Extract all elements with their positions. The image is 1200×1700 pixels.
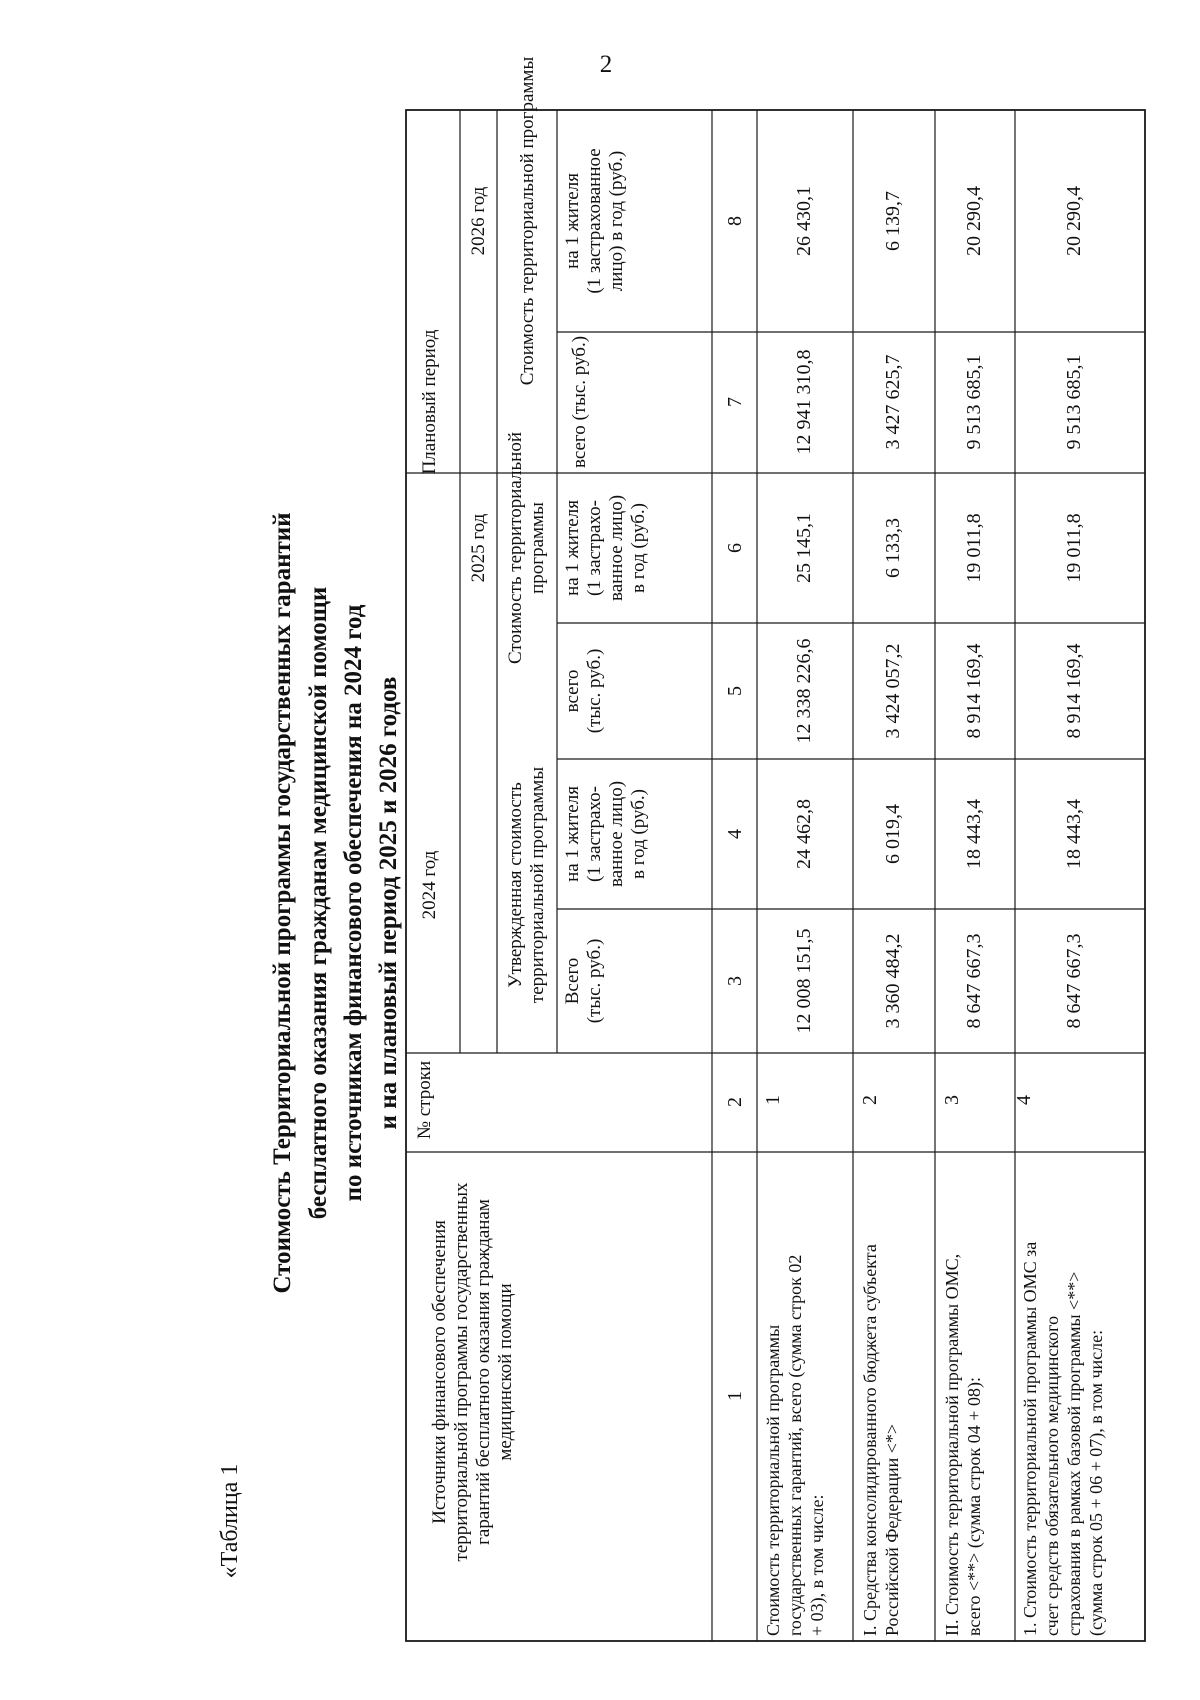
svg-text:в год (руб.): в год (руб.) xyxy=(628,789,649,879)
row-label xyxy=(860,1244,902,1636)
header-source-col xyxy=(429,1182,516,1561)
col-number: 6 xyxy=(724,543,746,553)
svg-text:гарантий бесплатного оказания: гарантий бесплатного оказания гражданам xyxy=(473,1199,494,1545)
header-planned-period: Плановый период xyxy=(419,329,440,475)
cell-per-capita-2026: 26 430,1 xyxy=(793,186,815,256)
svg-text:+ 03), в том числе:: + 03), в том числе: xyxy=(807,1494,827,1636)
svg-text:(сумма строк 05 + 06 + 07), в: (сумма строк 05 + 06 + 07), в том числе: xyxy=(1086,1329,1106,1636)
cell-per-capita-2024: 18 443,4 xyxy=(963,799,985,869)
table-row xyxy=(1013,186,1107,1636)
svg-text:Всего: Всего xyxy=(562,957,583,1005)
col-number: 5 xyxy=(724,686,746,696)
svg-text:Утвержденная стоимость: Утвержденная стоимость xyxy=(505,782,526,988)
cell-total-2025: 8 914 169,4 xyxy=(963,643,985,739)
cell-per-capita-2024: 6 019,4 xyxy=(882,804,904,864)
svg-text:лицо) в год (руб.): лицо) в год (руб.) xyxy=(606,150,627,292)
cell-total-2024: 8 647 667,3 xyxy=(963,933,985,1029)
title-line: бесплатного оказания гражданам медицинской помощи xyxy=(305,586,332,1220)
svg-text:ванное лицо): ванное лицо) xyxy=(606,494,627,602)
header-year-2025: 2025 год xyxy=(468,513,489,583)
cell-per-capita-2025: 25 145,1 xyxy=(793,513,815,583)
svg-text:II. Стоимость территориальной: II. Стоимость территориальной программы ОМС, xyxy=(942,1253,962,1636)
svg-text:страхования в рамках базово: страхования в рамках базовой программы <**> xyxy=(1064,1271,1084,1636)
cell-total-2026: 3 427 625,7 xyxy=(882,354,904,450)
header-cost-2025 xyxy=(505,432,548,664)
row-number: 4 xyxy=(1013,1095,1035,1105)
svg-text:на 1 жителя: на 1 жителя xyxy=(562,500,583,596)
svg-text:всего <**> (сумма строк 04 + 0: всего <**> (сумма строк 04 + 08): xyxy=(964,1377,984,1636)
svg-text:Стоимость территориальной: Стоимость территориальной xyxy=(505,432,526,664)
row-number: 2 xyxy=(859,1095,881,1105)
svg-text:государственных гарантий, всег: государственных гарантий, всего (сумма строк 02 xyxy=(785,1254,805,1636)
cell-per-capita-2026: 20 290,4 xyxy=(963,186,985,256)
col-number: 8 xyxy=(724,216,746,226)
svg-text:(тыс. руб.): (тыс. руб.) xyxy=(584,648,605,734)
cell-total-2025: 3 424 057,2 xyxy=(882,643,904,739)
svg-text:Источники финансового обеспече: Источники финансового обеспечения xyxy=(429,1220,450,1524)
header-year-2024: 2024 год xyxy=(419,850,440,920)
cell-per-capita-2024: 18 443,4 xyxy=(1063,799,1085,869)
header-approved-cost xyxy=(505,767,548,1003)
header-per-capita-2025 xyxy=(562,495,649,601)
col-number: 1 xyxy=(724,1391,746,1401)
row-label xyxy=(1020,1242,1107,1636)
col-number: 3 xyxy=(724,976,746,986)
table-row xyxy=(859,191,904,1636)
svg-text:программы: программы xyxy=(527,502,548,594)
cell-per-capita-2026: 6 139,7 xyxy=(882,191,904,251)
svg-text:территориальной программы: территориальной программы xyxy=(527,766,548,1004)
header-total-2025 xyxy=(562,649,605,734)
svg-text:медицинской помощи: медицинской помощи xyxy=(495,1283,516,1461)
row-label xyxy=(942,1254,985,1636)
svg-text:I. Средства консолидированного: I. Средства консолидированного бюджета субъекта xyxy=(860,1244,880,1636)
header-row-no: № строки xyxy=(414,1060,435,1140)
svg-text:ванное лицо): ванное лицо) xyxy=(606,780,627,888)
svg-text:(1 застрахо-: (1 застрахо- xyxy=(584,785,605,883)
document-title xyxy=(269,512,402,1293)
cell-total-2024: 12 008 151,5 xyxy=(793,928,815,1034)
svg-text:Российской Федерации <*>: Российской Федерации <*> xyxy=(882,1423,902,1636)
row-number: 1 xyxy=(762,1095,784,1105)
row-number: 3 xyxy=(941,1095,963,1105)
svg-text:всего: всего xyxy=(562,669,583,713)
header-year-2026: 2026 год xyxy=(468,186,489,256)
header-per-capita-2026 xyxy=(562,148,627,293)
svg-text:(тыс. руб.): (тыс. руб.) xyxy=(584,938,605,1024)
page-number: 2 xyxy=(599,51,613,78)
svg-text:1. Стоимость территориальной п: 1. Стоимость территориальной программы ОМС за xyxy=(1020,1241,1040,1636)
header-cost-2026: Стоимость территориальной программы xyxy=(517,56,538,386)
svg-text:на 1 жителя: на 1 жителя xyxy=(562,786,583,882)
svg-text:(1 застрахо-: (1 застрахо- xyxy=(584,499,605,597)
cell-per-capita-2025: 6 133,3 xyxy=(882,518,904,578)
table-label: «Таблица 1 xyxy=(217,1463,243,1579)
cell-per-capita-2026: 20 290,4 xyxy=(1063,186,1085,256)
cell-per-capita-2025: 19 011,8 xyxy=(1063,513,1085,583)
cell-total-2025: 8 914 169,4 xyxy=(1063,643,1085,739)
svg-text:территориальной программы госу: территориальной программы государственных xyxy=(451,1182,472,1562)
header-per-capita-2024 xyxy=(562,781,649,887)
table-row xyxy=(762,186,828,1636)
rotated-content xyxy=(217,57,1145,1641)
cell-total-2024: 3 360 484,2 xyxy=(882,933,904,1029)
svg-text:счет средств обязательно: счет средств обязательного медицинского xyxy=(1042,1315,1062,1636)
table-row xyxy=(941,186,985,1636)
cell-total-2026: 9 513 685,1 xyxy=(963,354,985,450)
cell-total-2026: 12 941 310,8 xyxy=(793,349,815,455)
svg-text:на 1 жителя: на 1 жителя xyxy=(562,173,583,269)
header-total-2024 xyxy=(562,939,605,1024)
svg-text:Стоимость территориально: Стоимость территориальной программы xyxy=(763,1324,783,1636)
table-header xyxy=(414,57,649,1562)
col-number: 7 xyxy=(724,397,746,407)
cell-per-capita-2024: 24 462,8 xyxy=(793,799,815,869)
header-total-2026: всего (тыс. руб.) xyxy=(569,335,590,469)
title-line: Стоимость Территориальной программы государственных гарантий xyxy=(269,512,296,1294)
title-line: по источникам финансового обеспечения на 2024 год xyxy=(340,604,367,1202)
title-line: и на плановый период 2025 и 2026 годов xyxy=(375,676,402,1130)
cell-per-capita-2025: 19 011,8 xyxy=(963,513,985,583)
cell-total-2026: 9 513 685,1 xyxy=(1063,354,1085,450)
svg-text:(1 застрахованное: (1 застрахованное xyxy=(584,148,605,294)
col-number: 4 xyxy=(724,829,746,839)
column-numbers-row xyxy=(724,216,746,1401)
cell-total-2024: 8 647 667,3 xyxy=(1063,933,1085,1029)
row-label xyxy=(763,1255,828,1636)
col-number: 2 xyxy=(724,1097,746,1107)
svg-text:в год (руб.): в год (руб.) xyxy=(628,503,649,593)
cell-total-2025: 12 338 226,6 xyxy=(793,638,815,744)
